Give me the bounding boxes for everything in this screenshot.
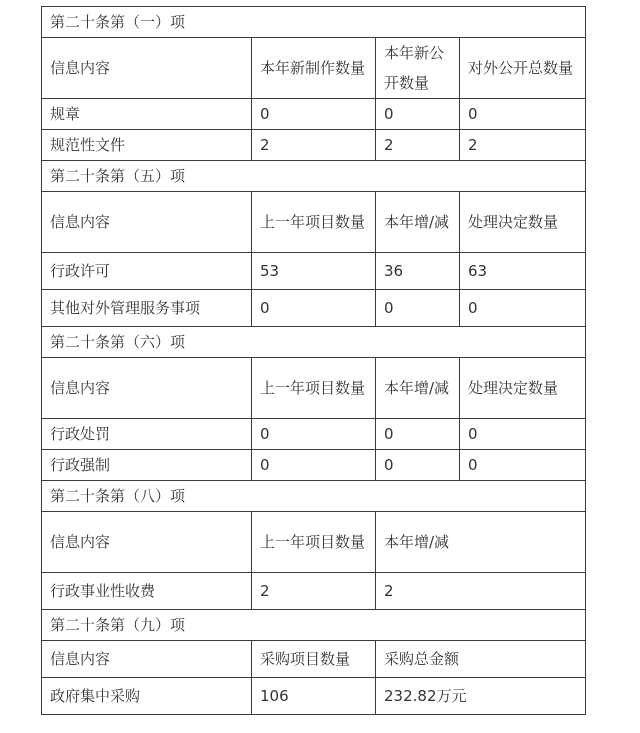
header-cell: 信息内容 — [42, 641, 252, 678]
table-cell: 0 — [252, 290, 376, 327]
row-label: 规范性文件 — [42, 130, 252, 161]
disclosure-table — [41, 6, 586, 715]
row-label: 行政强制 — [42, 450, 252, 481]
header-cell: 信息内容 — [42, 358, 252, 419]
header-cell: 上一年项目数量 — [252, 358, 376, 419]
table-row — [42, 678, 586, 715]
table-cell: 2 — [376, 573, 586, 610]
table-cell: 0 — [252, 419, 376, 450]
table-cell: 53 — [252, 253, 376, 290]
table-cell: 0 — [376, 99, 460, 130]
table-cell: 0 — [376, 450, 460, 481]
header-row — [42, 358, 586, 419]
header-cell: 信息内容 — [42, 38, 252, 99]
header-row — [42, 641, 586, 678]
table-cell: 2 — [252, 130, 376, 161]
section-title: 第二十条第（九）项 — [42, 610, 586, 641]
table-row — [42, 573, 586, 610]
row-label: 规章 — [42, 99, 252, 130]
section-title-row — [42, 7, 586, 38]
header-cell: 信息内容 — [42, 512, 252, 573]
table-cell: 232.82万元 — [376, 678, 586, 715]
row-label: 行政许可 — [42, 253, 252, 290]
table-row — [42, 450, 586, 481]
table-row — [42, 130, 586, 161]
header-cell: 处理决定数量 — [460, 192, 586, 253]
table-cell: 2 — [252, 573, 376, 610]
row-label: 其他对外管理服务事项 — [42, 290, 252, 327]
section-title: 第二十条第（六）项 — [42, 327, 586, 358]
header-cell: 对外公开总数量 — [460, 38, 586, 99]
table-cell: 0 — [376, 419, 460, 450]
table-row — [42, 99, 586, 130]
table-cell: 106 — [252, 678, 376, 715]
section-title-row — [42, 327, 586, 358]
table-cell: 0 — [460, 450, 586, 481]
header-cell: 本年增/减 — [376, 512, 586, 573]
row-label: 政府集中采购 — [42, 678, 252, 715]
header-cell: 本年增/减 — [376, 192, 460, 253]
section-title: 第二十条第（八）项 — [42, 481, 586, 512]
header-cell: 上一年项目数量 — [252, 192, 376, 253]
header-row — [42, 192, 586, 253]
section-title-row — [42, 481, 586, 512]
header-cell: 信息内容 — [42, 192, 252, 253]
table-row — [42, 253, 586, 290]
table-cell: 0 — [252, 450, 376, 481]
row-label: 行政处罚 — [42, 419, 252, 450]
header-cell: 采购项目数量 — [252, 641, 376, 678]
header-cell: 处理决定数量 — [460, 358, 586, 419]
section-title: 第二十条第（五）项 — [42, 161, 586, 192]
table-cell: 0 — [252, 99, 376, 130]
table-cell: 2 — [460, 130, 586, 161]
table-row — [42, 419, 586, 450]
table-cell: 0 — [460, 290, 586, 327]
row-label: 行政事业性收费 — [42, 573, 252, 610]
header-cell: 本年增/减 — [376, 358, 460, 419]
section-title: 第二十条第（一）项 — [42, 7, 586, 38]
header-row — [42, 38, 586, 99]
section-title-row — [42, 610, 586, 641]
header-cell: 采购总金额 — [376, 641, 586, 678]
section-title-row — [42, 161, 586, 192]
table-cell: 2 — [376, 130, 460, 161]
table-row — [42, 290, 586, 327]
table-cell: 0 — [376, 290, 460, 327]
header-cell: 上一年项目数量 — [252, 512, 376, 573]
table-cell: 0 — [460, 99, 586, 130]
header-row — [42, 512, 586, 573]
table-cell: 0 — [460, 419, 586, 450]
header-cell: 本年新制作数量 — [252, 38, 376, 99]
table-cell: 63 — [460, 253, 586, 290]
header-cell: 本年新公开数量 — [376, 38, 460, 99]
table-cell: 36 — [376, 253, 460, 290]
